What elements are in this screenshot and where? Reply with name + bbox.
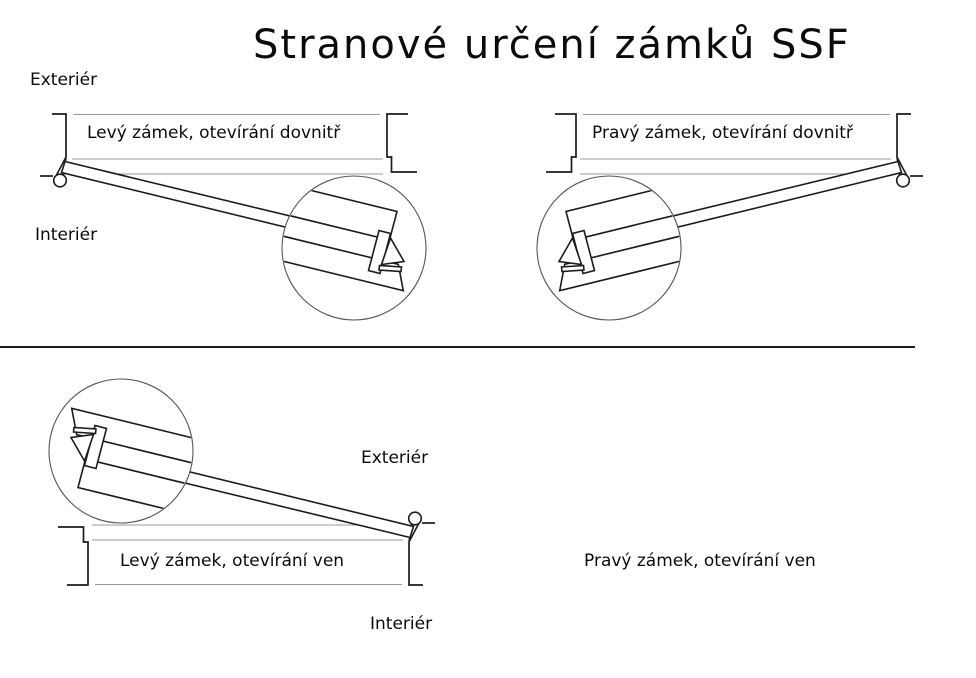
diagram-top-right	[537, 114, 923, 320]
interior-label-bottom: Interiér	[370, 614, 433, 634]
exterior-label-bottom: Exteriér	[361, 448, 429, 468]
diagram-top-left	[40, 114, 426, 320]
caption-left-lock-outward: Levý zámek, otevírání ven	[120, 551, 345, 571]
caption-right-lock-outward: Pravý zámek, otevírání ven	[584, 551, 816, 571]
caption-right-lock-inward: Pravý zámek, otevírání dovnitř	[592, 123, 853, 143]
exterior-label-top: Exteriér	[30, 70, 98, 90]
interior-label-top: Interiér	[35, 225, 98, 245]
caption-left-lock-inward: Levý zámek, otevírání dovnitř	[87, 123, 341, 143]
page-title: Stranové určení zámků SSF	[253, 22, 851, 68]
